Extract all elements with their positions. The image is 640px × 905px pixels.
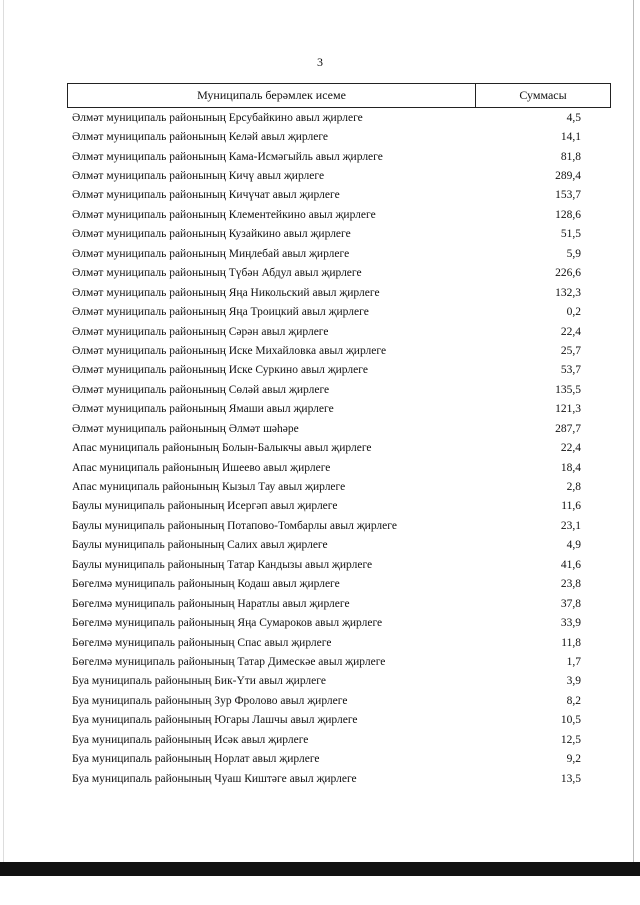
table-row <box>72 613 581 632</box>
row-municipality-name: Баулы муниципаль районының Салих авыл җирлеге <box>72 539 328 552</box>
table-row <box>72 244 581 263</box>
table-row <box>72 127 581 146</box>
row-sum-value: 4,5 <box>566 111 581 124</box>
row-municipality-name: Бөгелмә муниципаль районының Кодаш авыл җирлеге <box>72 578 340 591</box>
row-sum-value: 153,7 <box>555 189 581 202</box>
row-sum-value: 128,6 <box>555 208 581 221</box>
row-municipality-name: Әлмәт муниципаль районының Кузайкино авыл җирлеге <box>72 228 351 241</box>
row-municipality-name: Апас муниципаль районының Кызыл Тау авыл җирлеге <box>72 481 346 494</box>
table-row <box>72 322 581 341</box>
row-municipality-name: Әлмәт муниципаль районының Келәй авыл җирлеге <box>72 131 329 144</box>
row-sum-value: 22,4 <box>560 325 581 338</box>
row-municipality-name: Буа муниципаль районының Зур Фролово авыл җирлеге <box>72 694 348 707</box>
row-sum-value: 53,7 <box>560 364 581 377</box>
row-sum-value: 81,8 <box>560 150 581 163</box>
table-row <box>72 477 581 496</box>
table-row <box>72 361 581 380</box>
row-sum-value: 4,9 <box>566 539 581 552</box>
row-municipality-name: Баулы муниципаль районының Татар Кандызы авыл җирлеге <box>72 558 373 571</box>
row-municipality-name: Бөгелмә муниципаль районының Яңа Сумароков авыл җирлеге <box>72 617 383 630</box>
row-municipality-name: Әлмәт муниципаль районының Түбән Абдул авыл җирлеге <box>72 267 362 280</box>
row-municipality-name: Буа муниципаль районының Чуаш Киштәге авыл җирлеге <box>72 772 357 785</box>
table-row <box>72 536 581 555</box>
table-row <box>72 769 581 788</box>
row-sum-value: 135,5 <box>555 383 581 396</box>
table-row <box>72 691 581 710</box>
row-sum-value: 41,6 <box>560 558 581 571</box>
row-sum-value: 121,3 <box>555 403 581 416</box>
row-sum-value: 18,4 <box>560 461 581 474</box>
table-row <box>72 458 581 477</box>
table-row <box>72 575 581 594</box>
row-municipality-name: Апас муниципаль районының Болын-Балыкчы авыл җирлеге <box>72 442 372 455</box>
row-municipality-name: Әлмәт муниципаль районының Сәрән авыл җирлеге <box>72 325 329 338</box>
row-municipality-name: Апас муниципаль районының Ишеево авыл җирлеге <box>72 461 331 474</box>
row-municipality-name: Әлмәт муниципаль районының Кичүчат авыл җирлеге <box>72 189 340 202</box>
table-row <box>72 225 581 244</box>
row-municipality-name: Әлмәт муниципаль районының Яңа Троицкий авыл җирлеге <box>72 306 369 319</box>
table-row <box>72 516 581 535</box>
table-header <box>67 83 611 108</box>
row-sum-value: 0,2 <box>566 306 581 319</box>
header-municipality-name: Муниципаль берәмлек исеме <box>68 84 476 107</box>
table-row <box>72 438 581 457</box>
row-sum-value: 289,4 <box>555 170 581 183</box>
table-row <box>72 264 581 283</box>
table-row <box>72 186 581 205</box>
table-row <box>72 283 581 302</box>
row-sum-value: 5,9 <box>566 247 581 260</box>
row-sum-value: 1,7 <box>566 655 581 668</box>
row-municipality-name: Әлмәт муниципаль районының Әлмәт шәһәре <box>72 422 299 435</box>
table-row <box>72 730 581 749</box>
row-sum-value: 11,8 <box>561 636 581 649</box>
row-municipality-name: Әлмәт муниципаль районының Кама-Исмәгыйль авыл җирлеге <box>72 150 383 163</box>
table-row <box>72 419 581 438</box>
header-sum: Суммасы <box>519 88 567 102</box>
row-municipality-name: Баулы муниципаль районының Потапово-Томбарлы авыл җирлеге <box>72 519 397 532</box>
table-row <box>72 633 581 652</box>
row-municipality-name: Әлмәт муниципаль районының Яңа Никольский авыл җирлеге <box>72 286 380 299</box>
table-row <box>72 147 581 166</box>
table-row <box>72 400 581 419</box>
row-municipality-name: Буа муниципаль районының Югары Лашчы авыл җирлеге <box>72 714 358 727</box>
table-row <box>72 380 581 399</box>
row-sum-value: 8,2 <box>566 694 581 707</box>
scan-edge-right <box>633 0 634 862</box>
row-sum-value: 2,8 <box>566 481 581 494</box>
row-sum-value: 3,9 <box>566 675 581 688</box>
row-sum-value: 25,7 <box>560 344 581 357</box>
row-sum-value: 13,5 <box>560 772 581 785</box>
table-row <box>72 166 581 185</box>
row-municipality-name: Бөгелмә муниципаль районының Наратлы авыл җирлеге <box>72 597 350 610</box>
row-sum-value: 9,2 <box>566 753 581 766</box>
table-row <box>72 711 581 730</box>
row-municipality-name: Әлмәт муниципаль районының Кичү авыл җирлеге <box>72 170 325 183</box>
row-municipality-name: Буа муниципаль районының Норлат авыл җирлеге <box>72 753 320 766</box>
table-body <box>72 108 581 788</box>
row-municipality-name: Бөгелмә муниципаль районының Спас авыл җирлеге <box>72 636 332 649</box>
row-municipality-name: Әлмәт муниципаль районының Клементейкино авыл җирлеге <box>72 208 376 221</box>
table-row <box>72 108 581 127</box>
table-row <box>72 555 581 574</box>
table-row <box>72 749 581 768</box>
row-sum-value: 11,6 <box>561 500 581 513</box>
table-row <box>72 652 581 671</box>
row-sum-value: 14,1 <box>560 131 581 144</box>
row-sum-value: 33,9 <box>560 617 581 630</box>
row-municipality-name: Әлмәт муниципаль районының Миңлебай авыл җирлеге <box>72 247 350 260</box>
row-sum-value: 12,5 <box>560 733 581 746</box>
table-row <box>72 302 581 321</box>
row-sum-value: 226,6 <box>555 267 581 280</box>
row-sum-value: 22,4 <box>560 442 581 455</box>
row-sum-value: 23,1 <box>560 519 581 532</box>
row-sum-value: 51,5 <box>560 228 581 241</box>
row-municipality-name: Әлмәт муниципаль районының Иске Михайловка авыл җирлеге <box>72 344 387 357</box>
table-row <box>72 497 581 516</box>
row-sum-value: 132,3 <box>555 286 581 299</box>
page-number: 3 <box>317 55 323 69</box>
table-row <box>72 341 581 360</box>
row-municipality-name: Буа муниципаль районының Исәк авыл җирлеге <box>72 733 309 746</box>
scan-bottom-bar <box>0 862 640 876</box>
row-sum-value: 37,8 <box>560 597 581 610</box>
row-municipality-name: Буа муниципаль районының Бик-Үти авыл җирлеге <box>72 675 326 688</box>
table-row <box>72 205 581 224</box>
row-municipality-name: Әлмәт муниципаль районының Ямаши авыл җирлеге <box>72 403 334 416</box>
row-municipality-name: Бөгелмә муниципаль районының Татар Димескәе авыл җирлеге <box>72 655 386 668</box>
row-municipality-name: Әлмәт муниципаль районының Иске Суркино авыл җирлеге <box>72 364 368 377</box>
table-row <box>72 672 581 691</box>
row-municipality-name: Баулы муниципаль районының Исергәп авыл җирлеге <box>72 500 338 513</box>
row-sum-value: 23,8 <box>560 578 581 591</box>
table-row <box>72 594 581 613</box>
row-sum-value: 10,5 <box>560 714 581 727</box>
row-municipality-name: Әлмәт муниципаль районының Сөләй авыл җирлеге <box>72 383 330 396</box>
scan-edge-left <box>3 0 4 862</box>
row-sum-value: 287,7 <box>555 422 581 435</box>
row-municipality-name: Әлмәт муниципаль районының Ерсубайкино авыл җирлеге <box>72 111 363 124</box>
